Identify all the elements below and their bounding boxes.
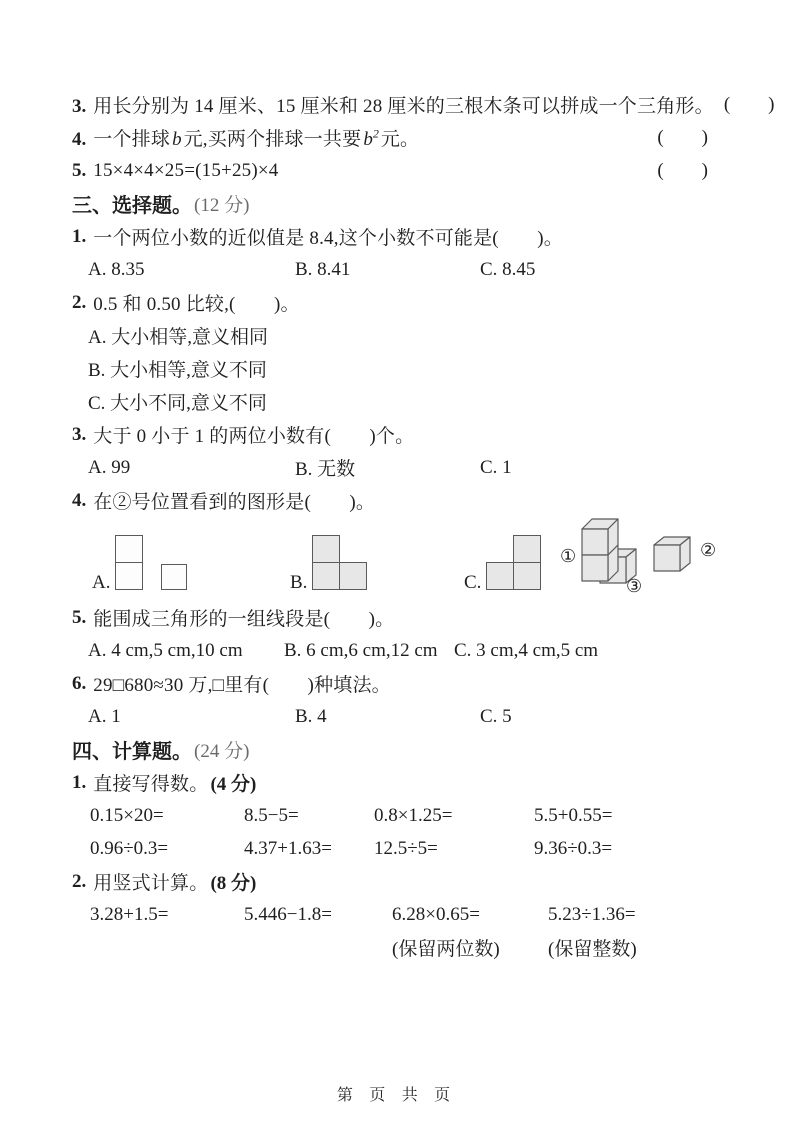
option-c: C. 大小不同,意义不同 — [88, 393, 267, 414]
square — [162, 565, 187, 590]
question-number: 2. — [72, 291, 87, 313]
sub-question-score: (8 分) — [210, 873, 257, 894]
section3-score: (12 分) — [194, 195, 250, 216]
choice-question-3-options — [72, 451, 708, 484]
figure-label-b: B. — [290, 572, 308, 593]
question-text: 大于 0 小于 1 的两位小数有( )个。 — [93, 426, 415, 447]
mental-math-row-1 — [72, 799, 708, 832]
judge-question-5 — [72, 154, 708, 187]
choice-question-6 — [72, 667, 708, 700]
bottom-cube-front — [582, 555, 608, 581]
option-a: A. 8.35 — [88, 258, 145, 280]
judge-question-4-text — [72, 124, 419, 151]
option-b: B. 无数 — [295, 459, 356, 480]
choice-question-1 — [72, 220, 708, 253]
sub-question-score: (4 分) — [210, 774, 257, 795]
question-text: 一个两位小数的近似值是 8.4,这个小数不可能是( )。 — [93, 228, 563, 249]
expression: 5.5+0.55= — [534, 804, 613, 826]
expression: 4.37+1.63= — [244, 837, 332, 859]
expression: 0.8×1.25= — [374, 804, 453, 826]
question-number: 3. — [72, 96, 87, 117]
answer-parentheses: ( ) — [657, 159, 708, 181]
expression: 0.15×20= — [90, 804, 164, 826]
sub-question-number: 1. — [72, 771, 87, 793]
square — [116, 563, 143, 590]
exam-content — [72, 88, 775, 964]
choice-question-3 — [72, 418, 708, 451]
expression: 0.96÷0.3= — [90, 837, 169, 859]
figure-label-c: C. — [464, 572, 482, 593]
option-b: B. 大小相等,意义不同 — [88, 360, 267, 381]
option-a: A. 99 — [88, 456, 131, 478]
question-number: 5. — [72, 159, 87, 181]
vertical-calc-notes — [72, 931, 708, 964]
rounding-note-1: (保留两位数) — [392, 939, 500, 960]
choice-question-2 — [72, 286, 708, 319]
position-label-3: ③ — [626, 576, 643, 596]
expression: 5.23÷1.36= — [548, 903, 636, 925]
choice-question-2-option-c — [72, 385, 708, 418]
option-c: C. 3 cm,4 cm,5 cm — [454, 639, 599, 661]
section4-score: (24 分) — [194, 741, 250, 762]
expression: 5.446−1.8= — [244, 903, 332, 925]
choice-question-5 — [72, 601, 708, 634]
question-text-pre: 一个排球 — [93, 129, 171, 150]
exponent: 2 — [372, 126, 379, 141]
choice-question-1-options — [72, 253, 708, 286]
judge-question-4 — [72, 121, 708, 154]
answer-parentheses: ( ) — [723, 93, 775, 115]
position-label-1: ① — [560, 546, 577, 566]
question4-figures — [72, 517, 717, 601]
question-number: 4. — [72, 489, 87, 511]
question-text-post: 元。 — [380, 129, 420, 150]
section4-heading — [72, 733, 708, 766]
sub-question-text: 直接写得数。 — [93, 774, 209, 795]
choice-question-2-option-a — [72, 319, 708, 352]
top-cube-front — [582, 529, 608, 555]
question-text: 在②号位置看到的图形是( )。 — [93, 492, 376, 513]
question-number: 4. — [72, 129, 87, 150]
square — [487, 563, 514, 590]
position-label-2: ② — [700, 540, 717, 560]
choice-question-6-options — [72, 700, 708, 733]
option-a-shape — [115, 535, 189, 591]
choice-question-2-option-b — [72, 352, 708, 385]
section4-title: 四、计算题。 — [72, 741, 192, 763]
expression: 6.28×0.65= — [392, 903, 480, 925]
figure-option-b — [290, 535, 368, 591]
calc-sub2-heading — [72, 865, 708, 898]
expression: 9.36÷0.3= — [534, 837, 613, 859]
square — [313, 563, 340, 590]
option-b: B. 4 — [295, 705, 327, 727]
option-a: A. 4 cm,5 cm,10 cm — [88, 639, 243, 661]
calc-sub1-heading — [72, 766, 708, 799]
section3-title: 三、选择题。 — [72, 195, 192, 217]
variable-b-base: b — [363, 129, 373, 150]
question-text: 0.5 和 0.50 比较,( )。 — [93, 294, 300, 315]
answer-parentheses: ( ) — [657, 126, 708, 148]
judge-question-5-text — [72, 160, 279, 182]
question-number: 3. — [72, 423, 87, 445]
question-text: 15×4×4×25=(15+25)×4 — [93, 159, 279, 181]
square — [514, 563, 541, 590]
variable-b-squared — [361, 126, 381, 150]
option-c: C. 1 — [480, 456, 512, 478]
sub-question-number: 2. — [72, 870, 87, 892]
rounding-note-2: (保留整数) — [548, 939, 637, 960]
expression: 12.5÷5= — [374, 837, 438, 859]
question-number: 1. — [72, 225, 87, 247]
expression: 3.28+1.5= — [90, 903, 169, 925]
question-number: 5. — [72, 606, 87, 628]
option-a: A. 1 — [88, 705, 121, 727]
single-cube — [652, 533, 694, 573]
question-text: 29□680≈30 万,□里有( )种填法。 — [93, 675, 391, 696]
question-number: 6. — [72, 672, 87, 694]
cube-front — [654, 545, 680, 571]
option-c: C. 8.45 — [480, 258, 536, 280]
choice-question-5-options — [72, 634, 708, 667]
square — [340, 563, 367, 590]
figure-option-a — [92, 535, 189, 591]
cube-arrangement — [560, 511, 725, 601]
option-b: B. 6 cm,6 cm,12 cm — [284, 639, 438, 661]
question-text: 能围成三角形的一组线段是( )。 — [93, 609, 395, 630]
variable-b: b — [172, 129, 182, 150]
mental-math-row-2 — [72, 832, 708, 865]
page-footer: 第 页 共 页 — [336, 1087, 457, 1104]
judge-question-3-text — [72, 91, 714, 118]
option-c-shape — [486, 535, 542, 591]
question-text-mid: 元,买两个排球一共要 — [183, 129, 362, 150]
judge-question-3 — [72, 88, 775, 121]
option-a: A. 大小相等,意义相同 — [88, 327, 268, 348]
option-c: C. 5 — [480, 705, 512, 727]
option-b: B. 8.41 — [295, 258, 351, 280]
vertical-calc-row — [72, 898, 708, 931]
square — [514, 536, 541, 563]
figure-label-a: A. — [92, 572, 111, 593]
question-text: 用长分别为 14 厘米、15 厘米和 28 厘米的三根木条可以拼成一个三角形。 — [93, 96, 714, 117]
option-b-shape — [312, 535, 368, 591]
expression: 8.5−5= — [244, 804, 299, 826]
figure-option-c — [464, 535, 542, 591]
sub-question-text: 用竖式计算。 — [93, 873, 209, 894]
square — [313, 536, 340, 563]
section3-heading — [72, 187, 708, 220]
square — [116, 536, 143, 563]
